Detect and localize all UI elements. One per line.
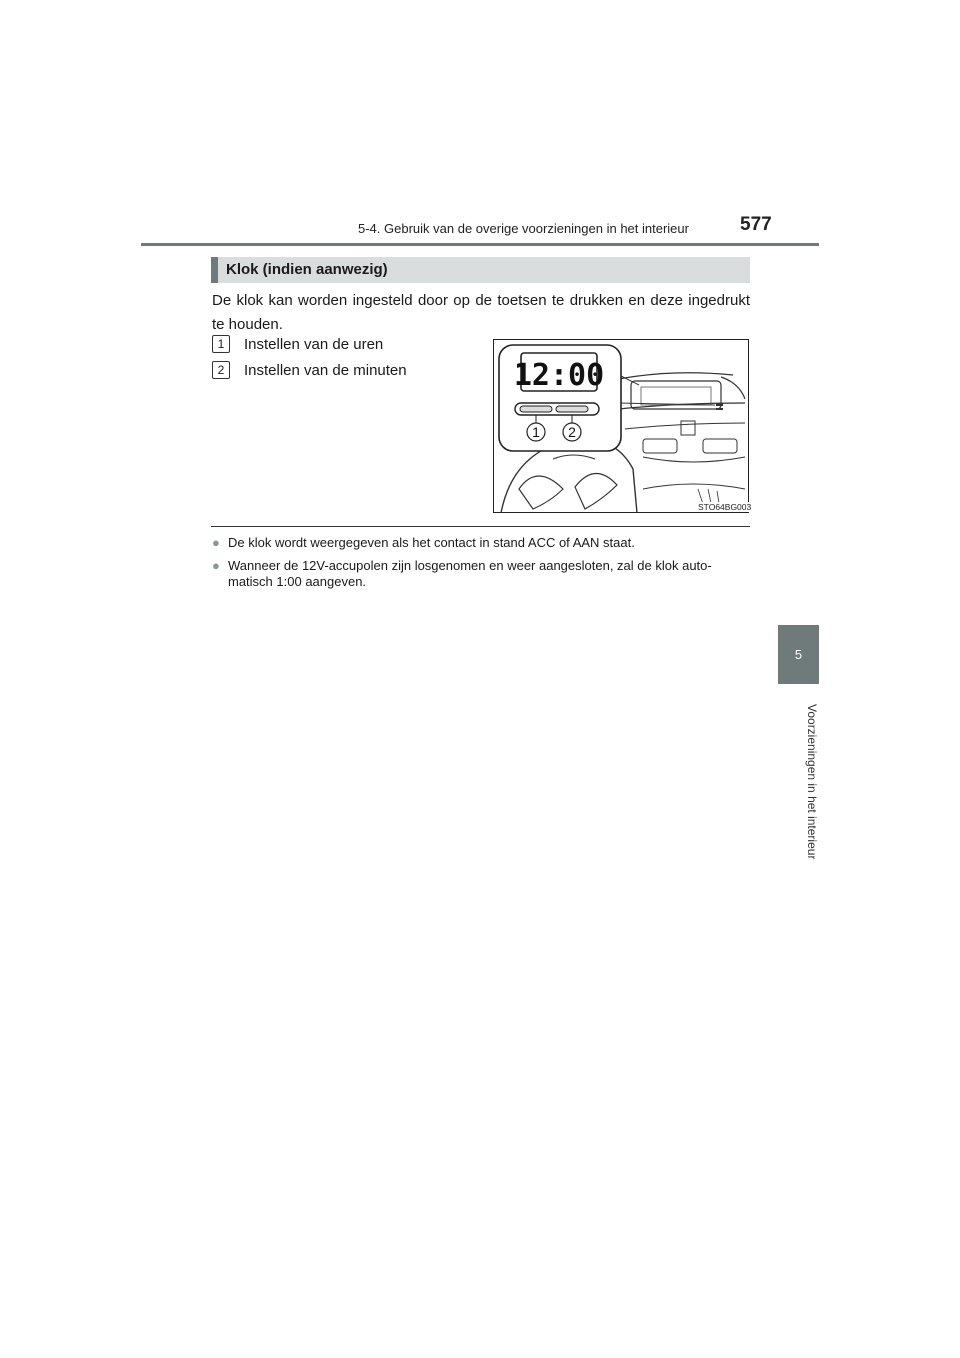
step-badge: 2 bbox=[212, 361, 230, 379]
header-rule bbox=[141, 243, 819, 246]
intro-paragraph: De klok kan worden ingesteld door op de toetsen te drukken en deze ingedrukt te houden. bbox=[212, 292, 750, 333]
step-label: Instellen van de minuten bbox=[244, 361, 407, 379]
section-accent bbox=[211, 257, 218, 283]
note-text-continued: matisch 1:00 aangeven. bbox=[228, 574, 367, 589]
step-label: Instellen van de uren bbox=[244, 335, 384, 353]
note-text: De klok wordt weergegeven als het contact in stand ACC of AAN staat. bbox=[228, 535, 635, 550]
clock-display: 12:00 bbox=[513, 358, 605, 393]
note-text: Wanneer de 12V-accupolen zijn losgenomen en weer aangesloten, zal de klok auto- bbox=[228, 558, 712, 573]
chapter-tab bbox=[778, 625, 819, 684]
dashboard-drawing bbox=[493, 339, 749, 513]
step-badge: 1 bbox=[212, 335, 230, 353]
figure-code: STO64BG003 bbox=[698, 502, 752, 512]
chapter-title: Voorzieningen in het interieur bbox=[805, 704, 819, 860]
section-title: Klok (indien aanwezig) bbox=[226, 261, 388, 278]
bullet-icon: ● bbox=[212, 535, 220, 550]
notes-rule bbox=[211, 526, 750, 527]
clock-illustration bbox=[493, 339, 749, 513]
step-minutes bbox=[212, 360, 407, 380]
note-item bbox=[212, 558, 750, 590]
bullet-icon: ● bbox=[212, 558, 220, 573]
callout-2: 2 bbox=[568, 424, 576, 440]
page-number: 577 bbox=[740, 214, 772, 235]
step-hours bbox=[212, 334, 383, 354]
callout-1: 1 bbox=[532, 424, 540, 440]
section-heading bbox=[211, 257, 750, 283]
running-header: 5-4. Gebruik van de overige voorzieningen in het interieur bbox=[358, 221, 689, 236]
chapter-number: 5 bbox=[794, 647, 803, 662]
note-item bbox=[212, 535, 750, 551]
